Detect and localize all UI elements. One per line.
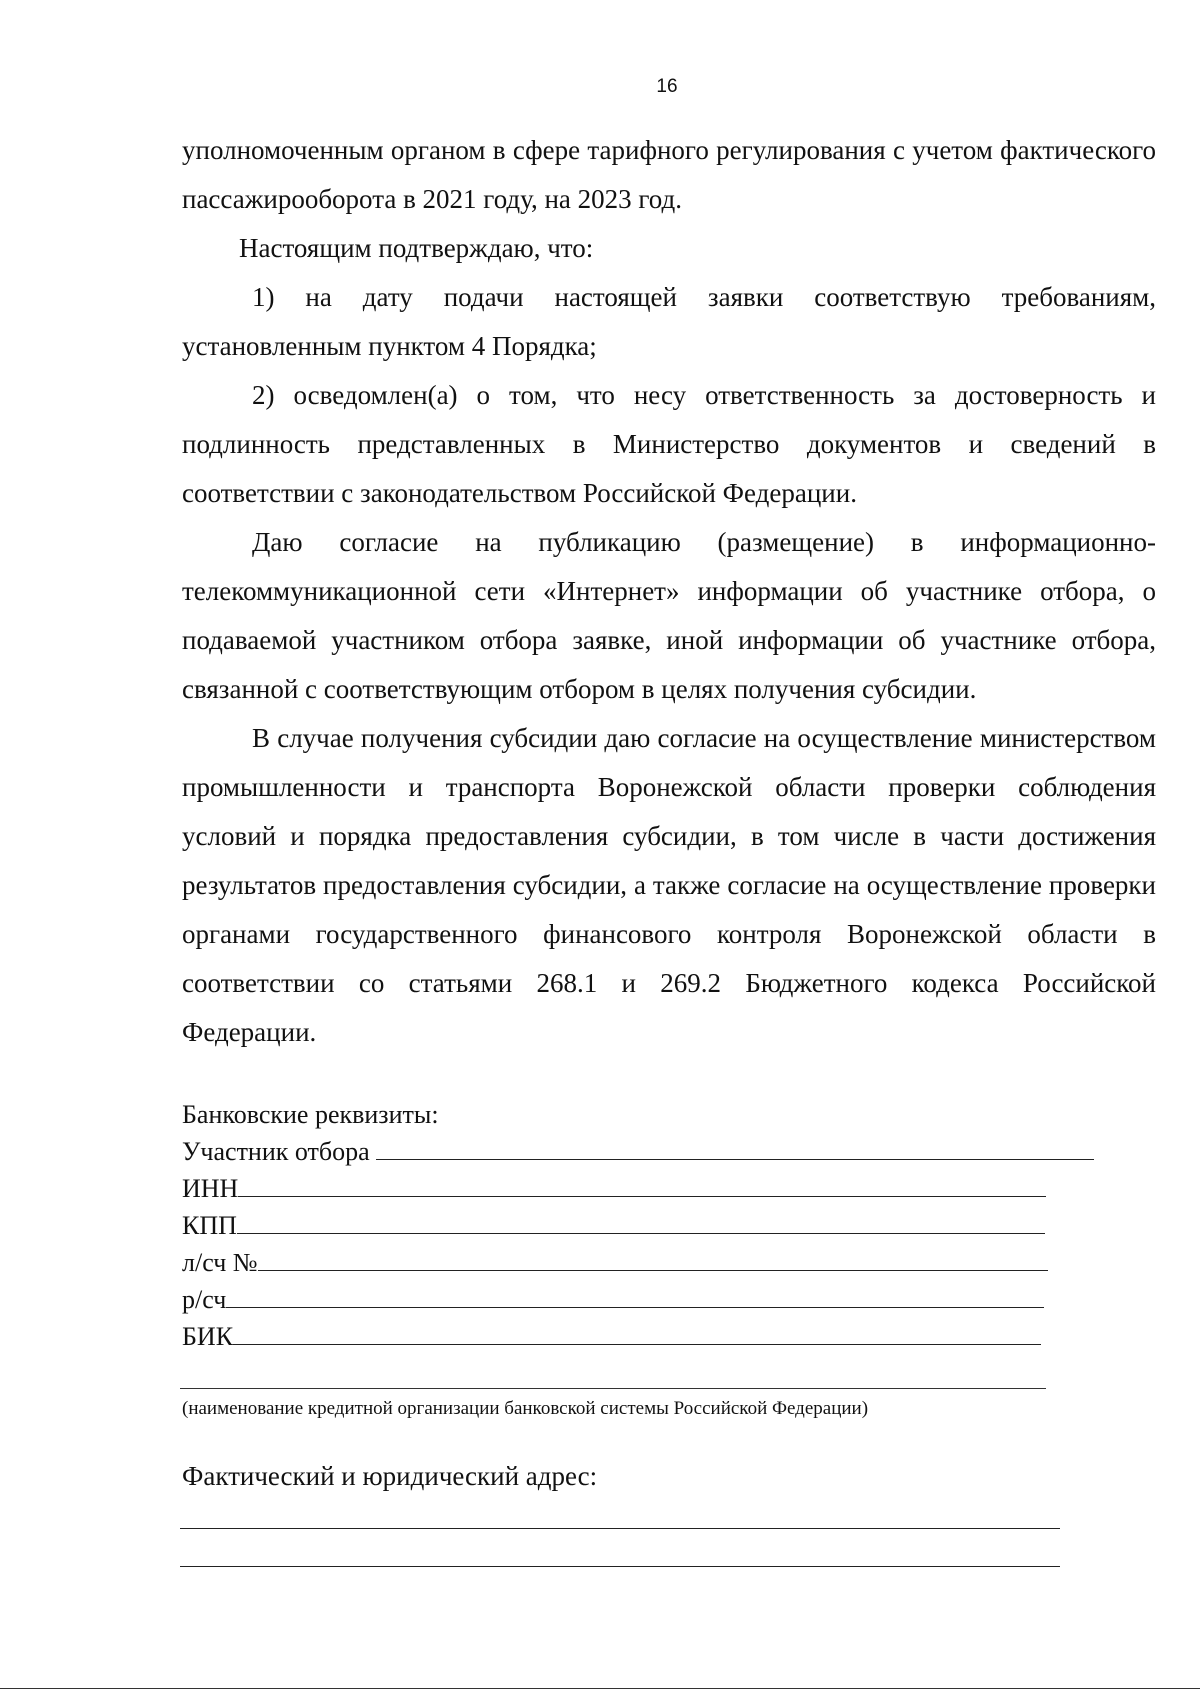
inn-field xyxy=(182,1170,1094,1207)
address-blank-line-1[interactable] xyxy=(180,1528,1060,1529)
bank-details-section xyxy=(182,1096,1094,1355)
bank-name-caption: (наименование кредитной организации банковской системы Российской Федерации) xyxy=(182,1398,869,1419)
address-blank-line-2[interactable] xyxy=(180,1566,1060,1567)
paragraph-tariff: уполномоченным органом в сфере тарифного регулирования с учетом фактического пассажирооборота в 2021 году, на 2023 год. xyxy=(182,135,1156,214)
paragraph-item-2: 2) осведомлен(а) о том, что несу ответственность за достоверность и подлинность представленных в Министерство документов и сведений в соответствии с законодательством Российской Федерации. xyxy=(182,380,1156,508)
paragraph-item-1: 1) на дату подачи настоящей заявки соответствую требованиям, установленным пунктом 4 Порядка; xyxy=(182,282,1156,361)
settlement-account-label: р/сч xyxy=(182,1285,227,1314)
settlement-account-field xyxy=(182,1281,1094,1318)
inn-blank-line[interactable] xyxy=(238,1172,1046,1197)
kpp-blank-line[interactable] xyxy=(237,1209,1045,1234)
document-body xyxy=(182,126,1156,1057)
participant-blank-line[interactable] xyxy=(376,1135,1094,1160)
paragraph-publication-consent: Даю согласие на публикацию (размещение) в информационно-телекоммуникационной сети «Интернет» информации об участнике отбора, о подаваемой участником отбора заявке, иной информации об участнике отбора, связанной с соответствующим отбором в целях получения субсидии. xyxy=(182,527,1156,704)
settlement-account-blank-line[interactable] xyxy=(226,1283,1044,1308)
participant-label: Участник отбора xyxy=(182,1137,370,1166)
page-number: 16 xyxy=(656,76,678,97)
bank-details-title: Банковские реквизиты: xyxy=(182,1100,439,1129)
page-bottom-edge xyxy=(0,1688,1200,1689)
bik-blank-line[interactable] xyxy=(233,1320,1041,1345)
inn-label: ИНН xyxy=(182,1174,239,1203)
participant-field xyxy=(182,1133,1094,1170)
paragraph-inspection-consent: В случае получения субсидии даю согласие на осуществление министерством промышленности и транспорта Воронежской области проверки соблюдения условий и порядка предоставления субсидии, в том числе в части достижения результатов предоставления субсидии, а также согласие на осуществление проверки органами государственного финансового контроля Воронежской области в соответствии со статьями 268.1 и 269.2 Бюджетного кодекса Российской Федерации. xyxy=(182,723,1156,1047)
personal-account-field xyxy=(182,1244,1094,1281)
kpp-field xyxy=(182,1207,1094,1244)
bank-name-blank-line[interactable] xyxy=(180,1388,1046,1389)
personal-account-label: л/сч № xyxy=(182,1248,258,1277)
address-label: Фактический и юридический адрес: xyxy=(182,1461,598,1491)
bik-label: БИК xyxy=(182,1322,234,1351)
personal-account-blank-line[interactable] xyxy=(258,1246,1048,1271)
kpp-label: КПП xyxy=(182,1211,237,1240)
paragraph-confirm-intro: Настоящим подтверждаю, что: xyxy=(239,233,594,263)
bik-field xyxy=(182,1318,1094,1355)
